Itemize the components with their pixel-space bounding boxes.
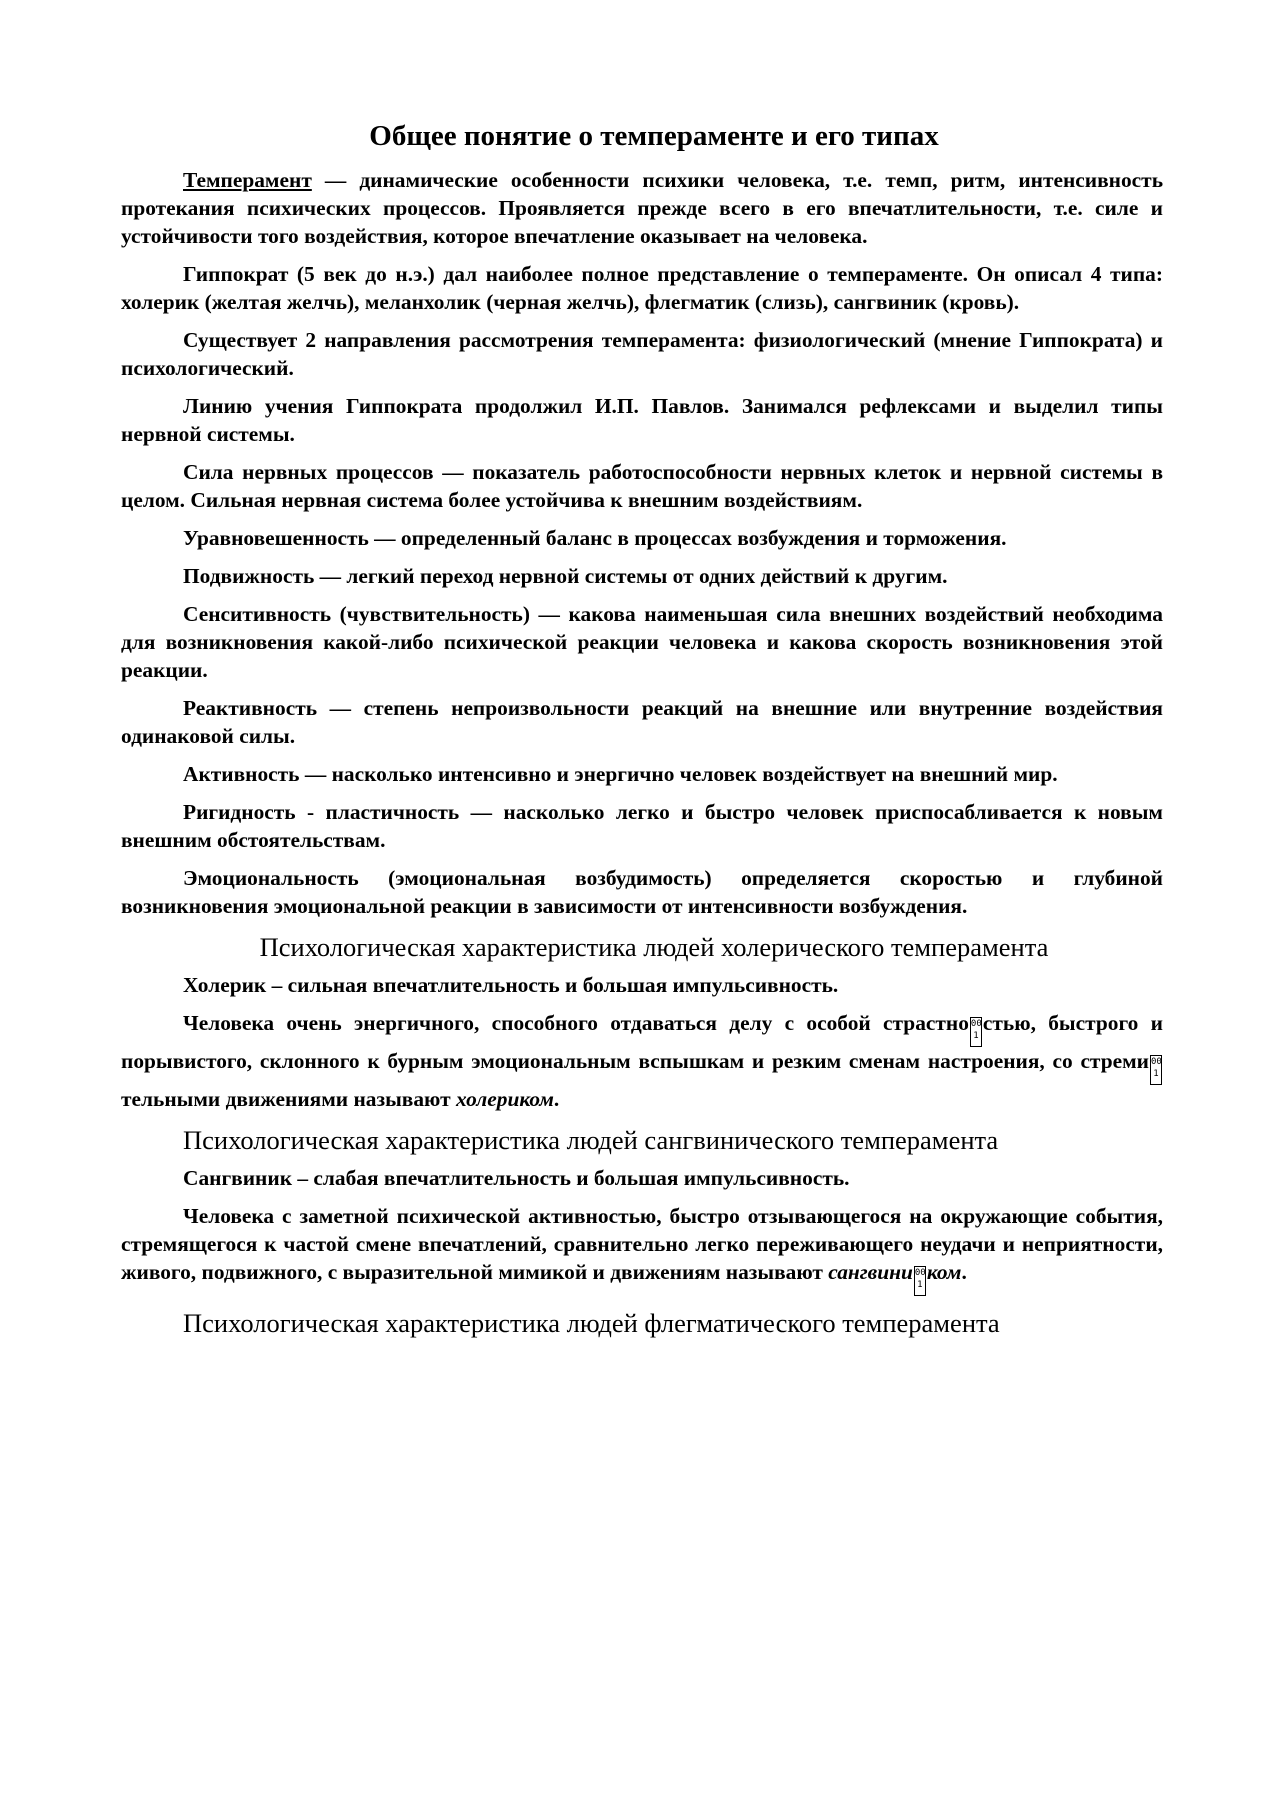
paragraph-activity: Активность — насколько интенсивно и энергично человек воздействует на внешний мир. [183,761,1058,786]
text-segment: ком [926,1259,962,1284]
text-segment: тельными движениями называют [121,1086,456,1111]
paragraph-two-directions: Существует 2 направления рассмотрения темперамента: физиологический (мнение Гиппократа) и психологический. [121,327,1163,380]
paragraph-balance: Уравновешенность — определенный баланс в процессах возбуждения и торможения. [183,525,1007,550]
text-segment: . [961,1259,967,1284]
paragraph-sanguine-definition: Сангвиник – слабая впечатлительность и большая импульсивность. [183,1165,850,1190]
text-segment: сангвини [828,1259,913,1284]
text-segment: Человека очень энергичного, способного отдаваться делу с особой страстно [183,1010,969,1035]
heading-phlegmatic: Психологическая характеристика людей флегматического темперамента [183,1307,1000,1338]
missing-glyph-icon: 00 1 [1150,1055,1162,1085]
text-segment: . [553,1086,560,1111]
text-segment: стью, быстрого и порывистого, склонного к бурным эмоциональным вспышкам и резким сменам настроения, со стреми [121,1010,1163,1073]
paragraph-rigidity: Ригидность - пластичность — насколько легко и быстро человек приспосабливается к новым внешним обстоятельствам. [121,799,1163,852]
term-sanguine [828,1259,962,1290]
text-segment: Человека с заметной психической активностью, быстро отзывающегося на окружающие события, стремящегося к частой смене впечатлений, сравнительно легко переживающего неудачи и неприятности, живого, подвижного, с выразительной мимикой и движениям называют [121,1203,1163,1284]
paragraph-choleric-description [121,1009,1163,1113]
heading-choleric: Психологическая характеристика людей холерического темперамента [259,931,1049,962]
paragraph-strength: Сила нервных процессов — показатель работоспособности нервных клеток и нервной системы в целом. Сильная нервная система более устойчива к внешним воздействиям. [121,459,1163,512]
term-choleric: холериком [455,1086,554,1111]
paragraph-temperament-definition [121,166,1163,250]
term-temperament: Темперамент [183,167,312,192]
definition-text: — динамические особенности психики человека, т.е. темп, ритм, интенсивность протекания психических процессов. Проявляется прежде всего в его впечатлительности, т.е. силе и устойчивости того воздействия, которое впечатление оказывает на человека. [121,167,1163,248]
document-page [121,118,1163,1347]
heading-sanguine: Психологическая характеристика людей сангвинического темперамента [183,1124,999,1155]
missing-glyph-icon: 00 1 [970,1017,982,1047]
missing-glyph-icon: 00 1 [914,1266,926,1296]
paragraph-hippocrates: Гиппократ (5 век до н.э.) дал наиболее полное представление о темпераменте. Он описал 4 типа: холерик (желтая желчь), меланхолик (черная желчь), флегматик (слизь), сангвиник (кровь). [121,261,1163,314]
paragraph-emotionality: Эмоциональность (эмоциональная возбудимость) определяется скоростью и глубиной возникновения эмоциональной реакции в зависимости от интенсивности возбуждения. [121,865,1163,918]
paragraph-sanguine-description [121,1202,1163,1296]
page-title: Общее понятие о темпераменте и его типах [369,120,939,152]
paragraph-reactivity: Реактивность — степень непроизвольности реакций на внешние или внутренние воздействия одинаковой силы. [121,695,1163,748]
paragraph-mobility: Подвижность — легкий переход нервной системы от одних действий к другим. [183,563,948,588]
paragraph-choleric-definition: Холерик – сильная впечатлительность и большая импульсивность. [183,972,839,997]
paragraph-pavlov: Линию учения Гиппократа продолжил И.П. Павлов. Занимался рефлексами и выделил типы нервной системы. [121,393,1163,446]
paragraph-sensitivity: Сенситивность (чувствительность) — какова наименьшая сила внешних воздействий необходима для возникновения какой-либо психической реакции человека и какова скорость возникновения этой реакции. [121,601,1163,682]
